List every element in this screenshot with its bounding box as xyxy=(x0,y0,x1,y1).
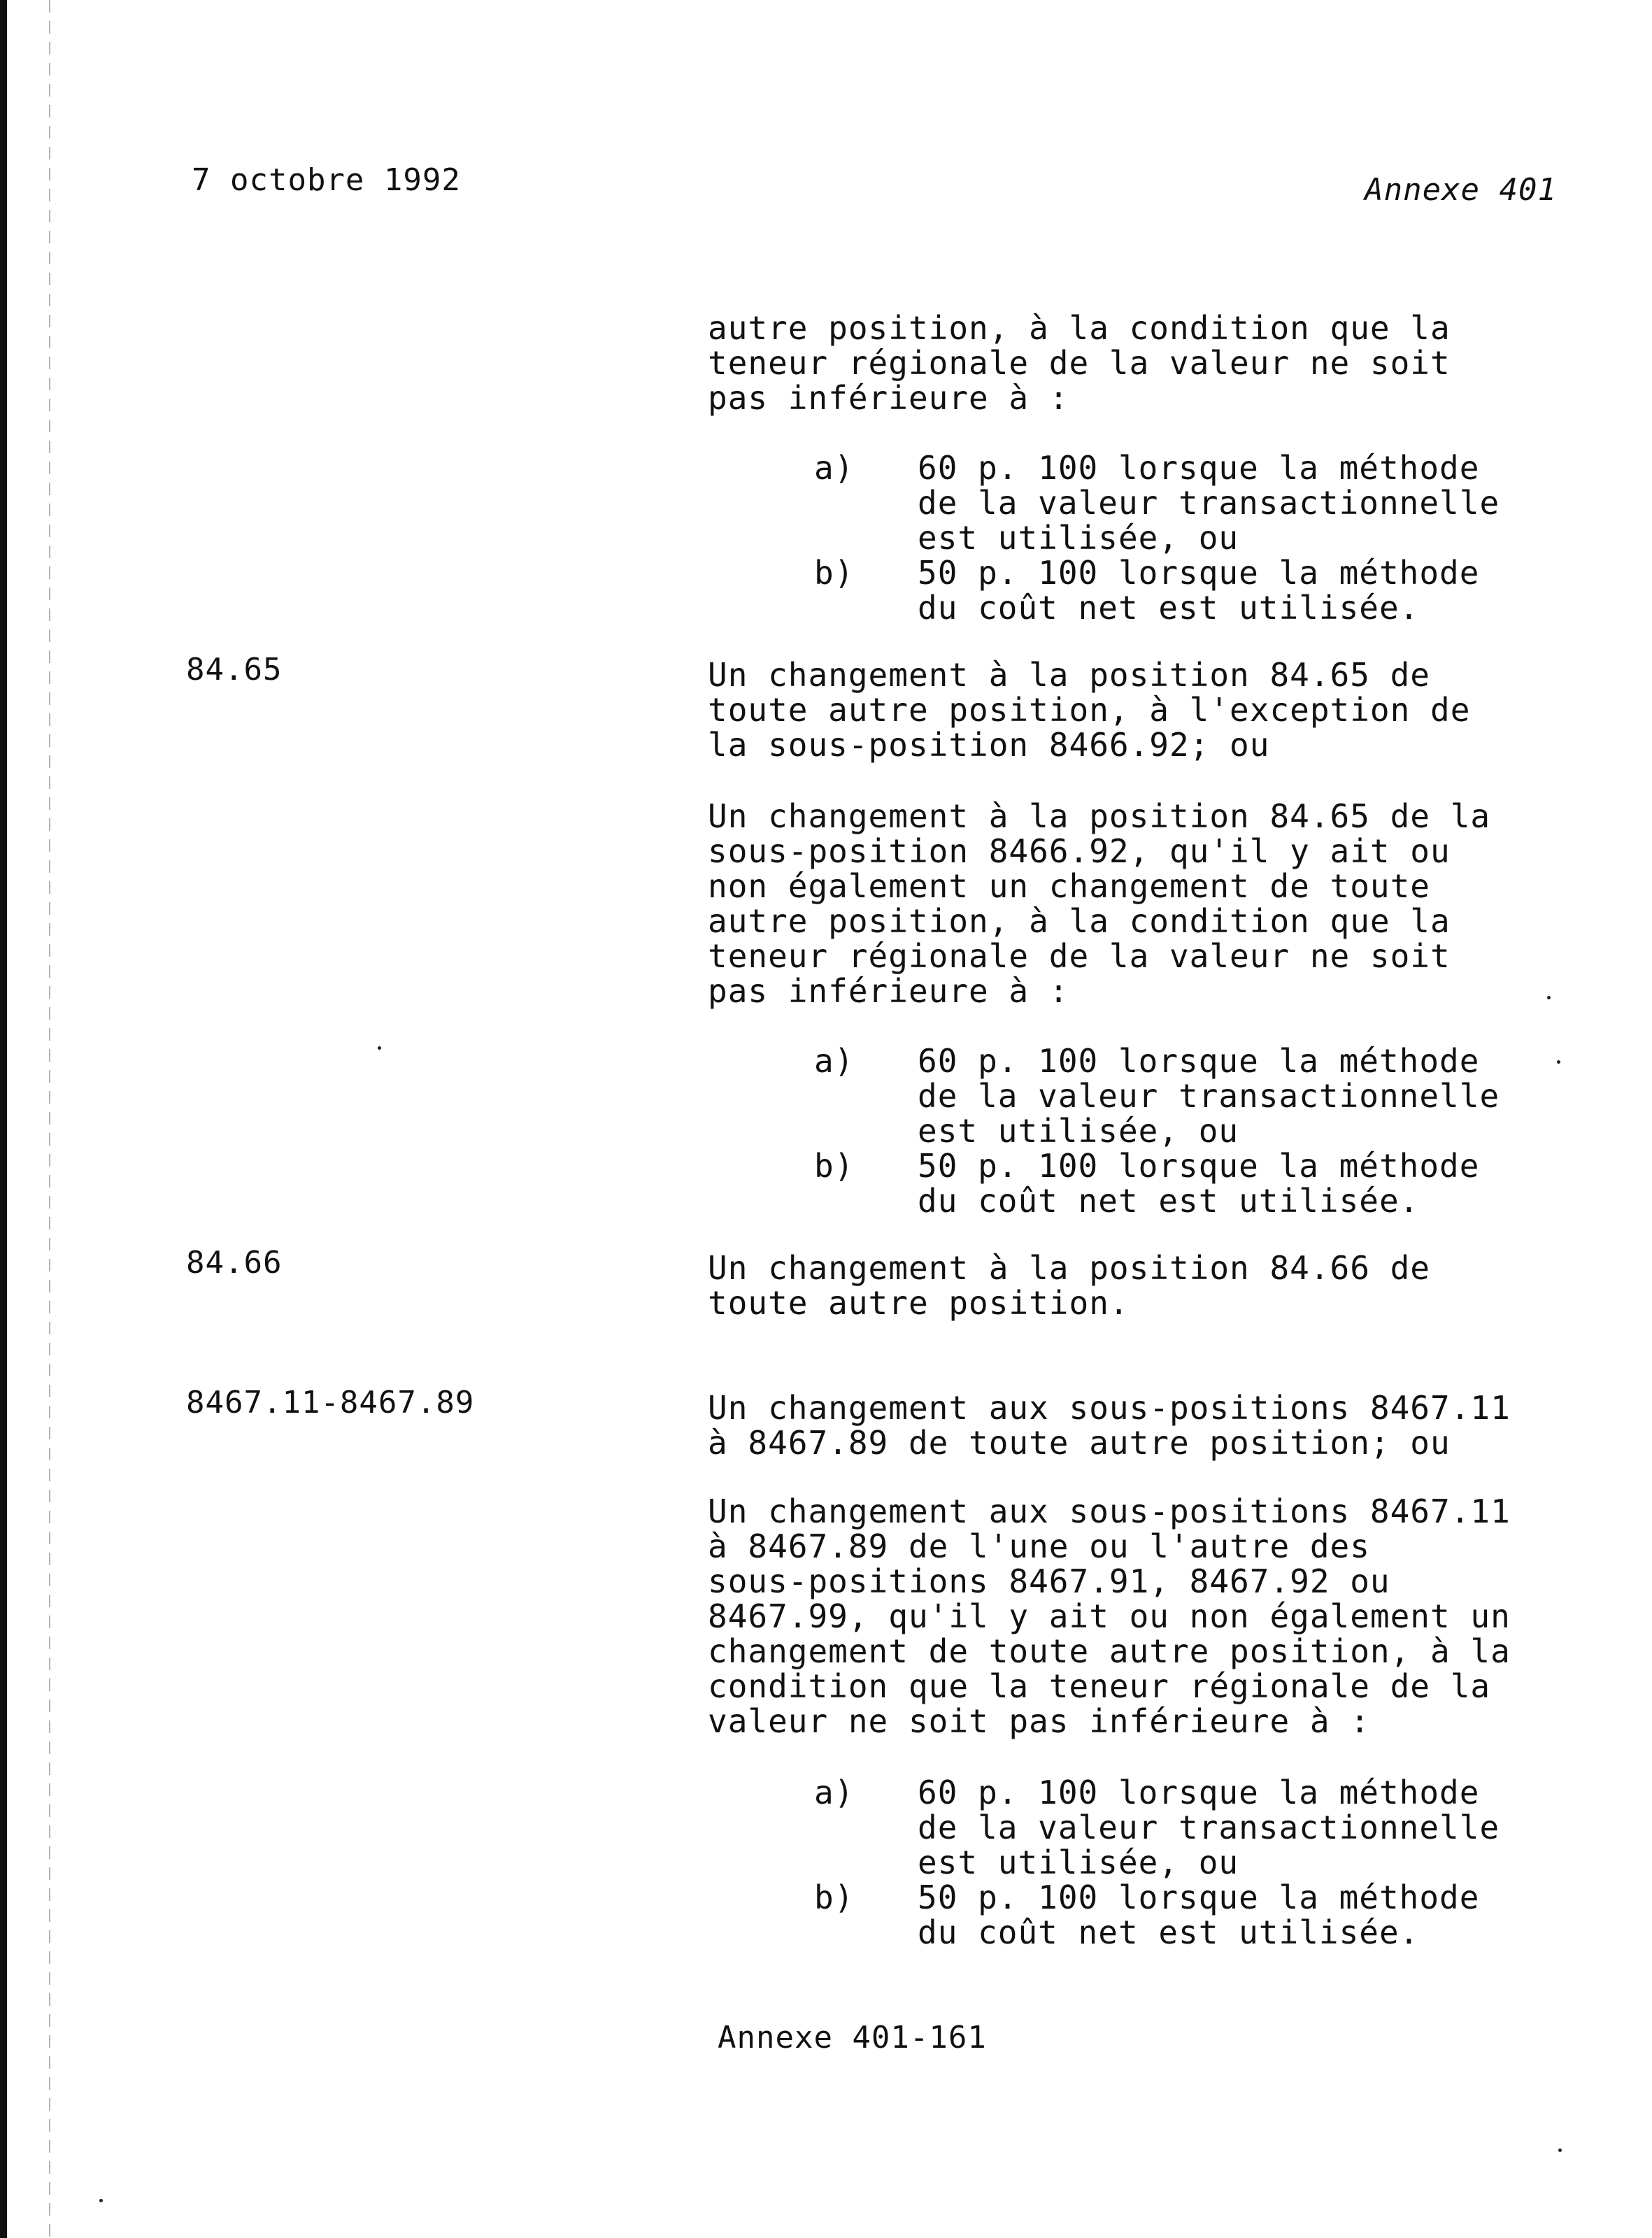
item-text: 60 p. 100 lorsque la méthode de la valeur transactionnelle est utilisée, ou xyxy=(918,449,1500,557)
tariff-code: 84.65 xyxy=(186,652,283,687)
item-text: 50 p. 100 lorsque la méthode du coût net est utilisée. xyxy=(918,554,1480,627)
rule-paragraph: Un changement aux sous-positions 8467.11 à 8467.89 de toute autre position; ou xyxy=(708,1389,1511,1462)
scan-speck xyxy=(378,1046,381,1050)
tariff-code: 84.66 xyxy=(186,1245,283,1281)
item-letter: a) xyxy=(814,449,855,487)
item-letter: a) xyxy=(814,1042,855,1080)
header-annex-title: Annexe 401 xyxy=(1365,172,1557,208)
item-letter: b) xyxy=(814,1147,855,1185)
scan-speck xyxy=(99,2199,103,2202)
binding-edge-shadow xyxy=(49,0,50,2238)
binding-edge xyxy=(0,0,7,2238)
item-text: 60 p. 100 lorsque la méthode de la valeur transactionnelle est utilisée, ou xyxy=(918,1042,1500,1150)
scan-speck xyxy=(1557,1060,1560,1064)
item-letter: a) xyxy=(814,1774,855,1811)
header-date: 7 octobre 1992 xyxy=(192,162,461,198)
rule-paragraph: Un changement à la position 84.65 de la sous-position 8466.92, qu'il y ait ou non également un changement de toute autre position, à la condition que la teneur régionale de la valeur ne soit pas inférieure à : xyxy=(708,797,1491,1010)
item-text: 50 p. 100 lorsque la méthode du coût net est utilisée. xyxy=(918,1147,1480,1220)
rule-paragraph: Un changement à la position 84.65 de toute autre position, à l'exception de la sous-position 8466.92; ou xyxy=(708,656,1471,764)
page-footer-label: Annexe 401-161 xyxy=(718,2020,987,2055)
rule-paragraph: Un changement à la position 84.66 de toute autre position. xyxy=(708,1249,1430,1322)
item-letter: b) xyxy=(814,554,855,592)
tariff-code: 8467.11-8467.89 xyxy=(186,1385,475,1420)
scan-speck xyxy=(1547,996,1551,999)
rule-paragraph: Un changement aux sous-positions 8467.11 à 8467.89 de l'une ou l'autre des sous-positions 8467.91, 8467.92 ou 8467.99, qu'il y ait ou non également un changement de toute autre position, à la condition que la teneur régionale de la valeur ne soit pas inférieure à : xyxy=(708,1492,1511,1740)
item-text: 50 p. 100 lorsque la méthode du coût net est utilisée. xyxy=(918,1879,1480,1951)
item-letter: b) xyxy=(814,1879,855,1916)
scan-speck xyxy=(1558,2148,1562,2152)
item-text: 60 p. 100 lorsque la méthode de la valeur transactionnelle est utilisée, ou xyxy=(918,1774,1500,1881)
continuation-paragraph: autre position, à la condition que la teneur régionale de la valeur ne soit pas inférieure à : xyxy=(708,309,1451,417)
